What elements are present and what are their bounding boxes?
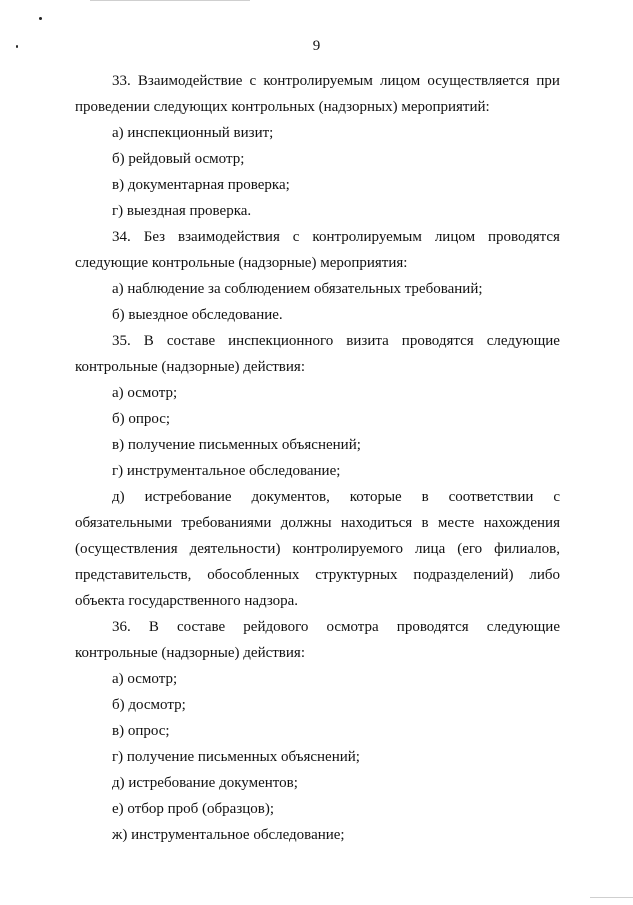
word: месте — [437, 515, 475, 531]
p35-line1 — [112, 332, 560, 350]
p35-item-d-line3 — [75, 540, 560, 558]
p34-item-a: а) наблюдение за соблюдением обязательных требований; — [112, 281, 483, 297]
word: обособленных — [207, 567, 300, 583]
word: истребование — [144, 489, 232, 505]
word: филиалов, — [494, 541, 560, 557]
p35-item-b: б) опрос; — [112, 411, 171, 427]
p33-line2: проведении следующих контрольных (надзорных) мероприятий: — [75, 99, 490, 115]
word: проводятся — [401, 333, 474, 349]
word: находиться — [340, 515, 413, 531]
word: визита — [346, 333, 389, 349]
word: следующие — [486, 333, 560, 349]
word: проводятся — [396, 619, 469, 635]
word: обязательными — [75, 515, 173, 531]
p36-item-g: г) получение письменных объяснений; — [112, 749, 360, 765]
word: либо — [529, 567, 560, 583]
p35-item-d-line2 — [75, 514, 560, 532]
word: 36. — [112, 619, 131, 635]
word: контролируемого — [292, 541, 404, 557]
word: структурных — [315, 567, 398, 583]
word: осуществляется — [427, 73, 530, 89]
word: д) — [112, 489, 125, 505]
word: контролируемым — [263, 73, 373, 89]
p35-item-a: а) осмотр; — [112, 385, 178, 401]
word: составе — [176, 619, 226, 635]
word: проводятся — [488, 229, 560, 245]
word: нахождения — [483, 515, 560, 531]
word: соответствии — [448, 489, 534, 505]
word: осмотра — [326, 619, 379, 635]
word: представительств, — [75, 567, 192, 583]
word: в — [421, 515, 429, 531]
word: Взаимодействие — [137, 73, 243, 89]
word: 34. — [112, 229, 131, 245]
word: Без — [143, 229, 166, 245]
p36-item-b: б) досмотр; — [112, 697, 186, 713]
word: с — [292, 229, 300, 245]
word: (осуществления — [75, 541, 178, 557]
p33-item-g: г) выездная проверка. — [112, 203, 252, 219]
word: 35. — [112, 333, 131, 349]
word: лицом — [434, 229, 476, 245]
word: должны — [280, 515, 332, 531]
p35-line2: контрольные (надзорные) действия: — [75, 359, 305, 375]
p33-line1 — [112, 72, 560, 90]
p36-item-v: в) опрос; — [112, 723, 170, 739]
word: взаимодействия — [178, 229, 280, 245]
p36-item-d: д) истребование документов; — [112, 775, 298, 791]
word: (его — [457, 541, 483, 557]
word: документов, — [251, 489, 330, 505]
p33-item-b: б) рейдовый осмотр; — [112, 151, 245, 167]
word: следующие — [486, 619, 560, 635]
page-number: 9 — [312, 38, 321, 54]
p36-item-zh: ж) инструментальное обследование; — [112, 827, 345, 843]
p33-item-v: в) документарная проверка; — [112, 177, 290, 193]
word: лица — [415, 541, 446, 557]
p34-line2: следующие контрольные (надзорные) мероприятия: — [75, 255, 408, 271]
p36-line1 — [112, 618, 560, 636]
p35-item-g: г) инструментальное обследование; — [112, 463, 341, 479]
word: составе — [166, 333, 216, 349]
word: с — [249, 73, 257, 89]
scan-edge-line — [90, 0, 250, 1]
word: В — [143, 333, 154, 349]
p35-item-v: в) получение письменных объяснений; — [112, 437, 361, 453]
scan-speck — [39, 17, 42, 20]
p35-item-d-line5: объекта государственного надзора. — [75, 593, 299, 609]
p35-item-d-line4 — [75, 566, 560, 584]
p34-item-b: б) выездное обследование. — [112, 307, 283, 323]
p36-item-e: е) отбор проб (образцов); — [112, 801, 275, 817]
word: рейдового — [243, 619, 309, 635]
p36-line2: контрольные (надзорные) действия: — [75, 645, 305, 661]
word: лицом — [379, 73, 421, 89]
p35-item-d-line1 — [112, 488, 560, 506]
word: требованиями — [181, 515, 272, 531]
word: В — [148, 619, 159, 635]
p34-line1 — [112, 228, 560, 246]
word: контролируемым — [312, 229, 422, 245]
word: которые — [349, 489, 402, 505]
p33-item-a: а) инспекционный визит; — [112, 125, 274, 141]
word: подразделений) — [413, 567, 514, 583]
word: инспекционного — [228, 333, 334, 349]
word: деятельности) — [189, 541, 281, 557]
word: 33. — [112, 73, 131, 89]
p36-item-a: а) осмотр; — [112, 671, 178, 687]
scan-edge-line — [590, 897, 633, 898]
word: при — [536, 73, 560, 89]
word: с — [553, 489, 560, 505]
word: в — [421, 489, 429, 505]
